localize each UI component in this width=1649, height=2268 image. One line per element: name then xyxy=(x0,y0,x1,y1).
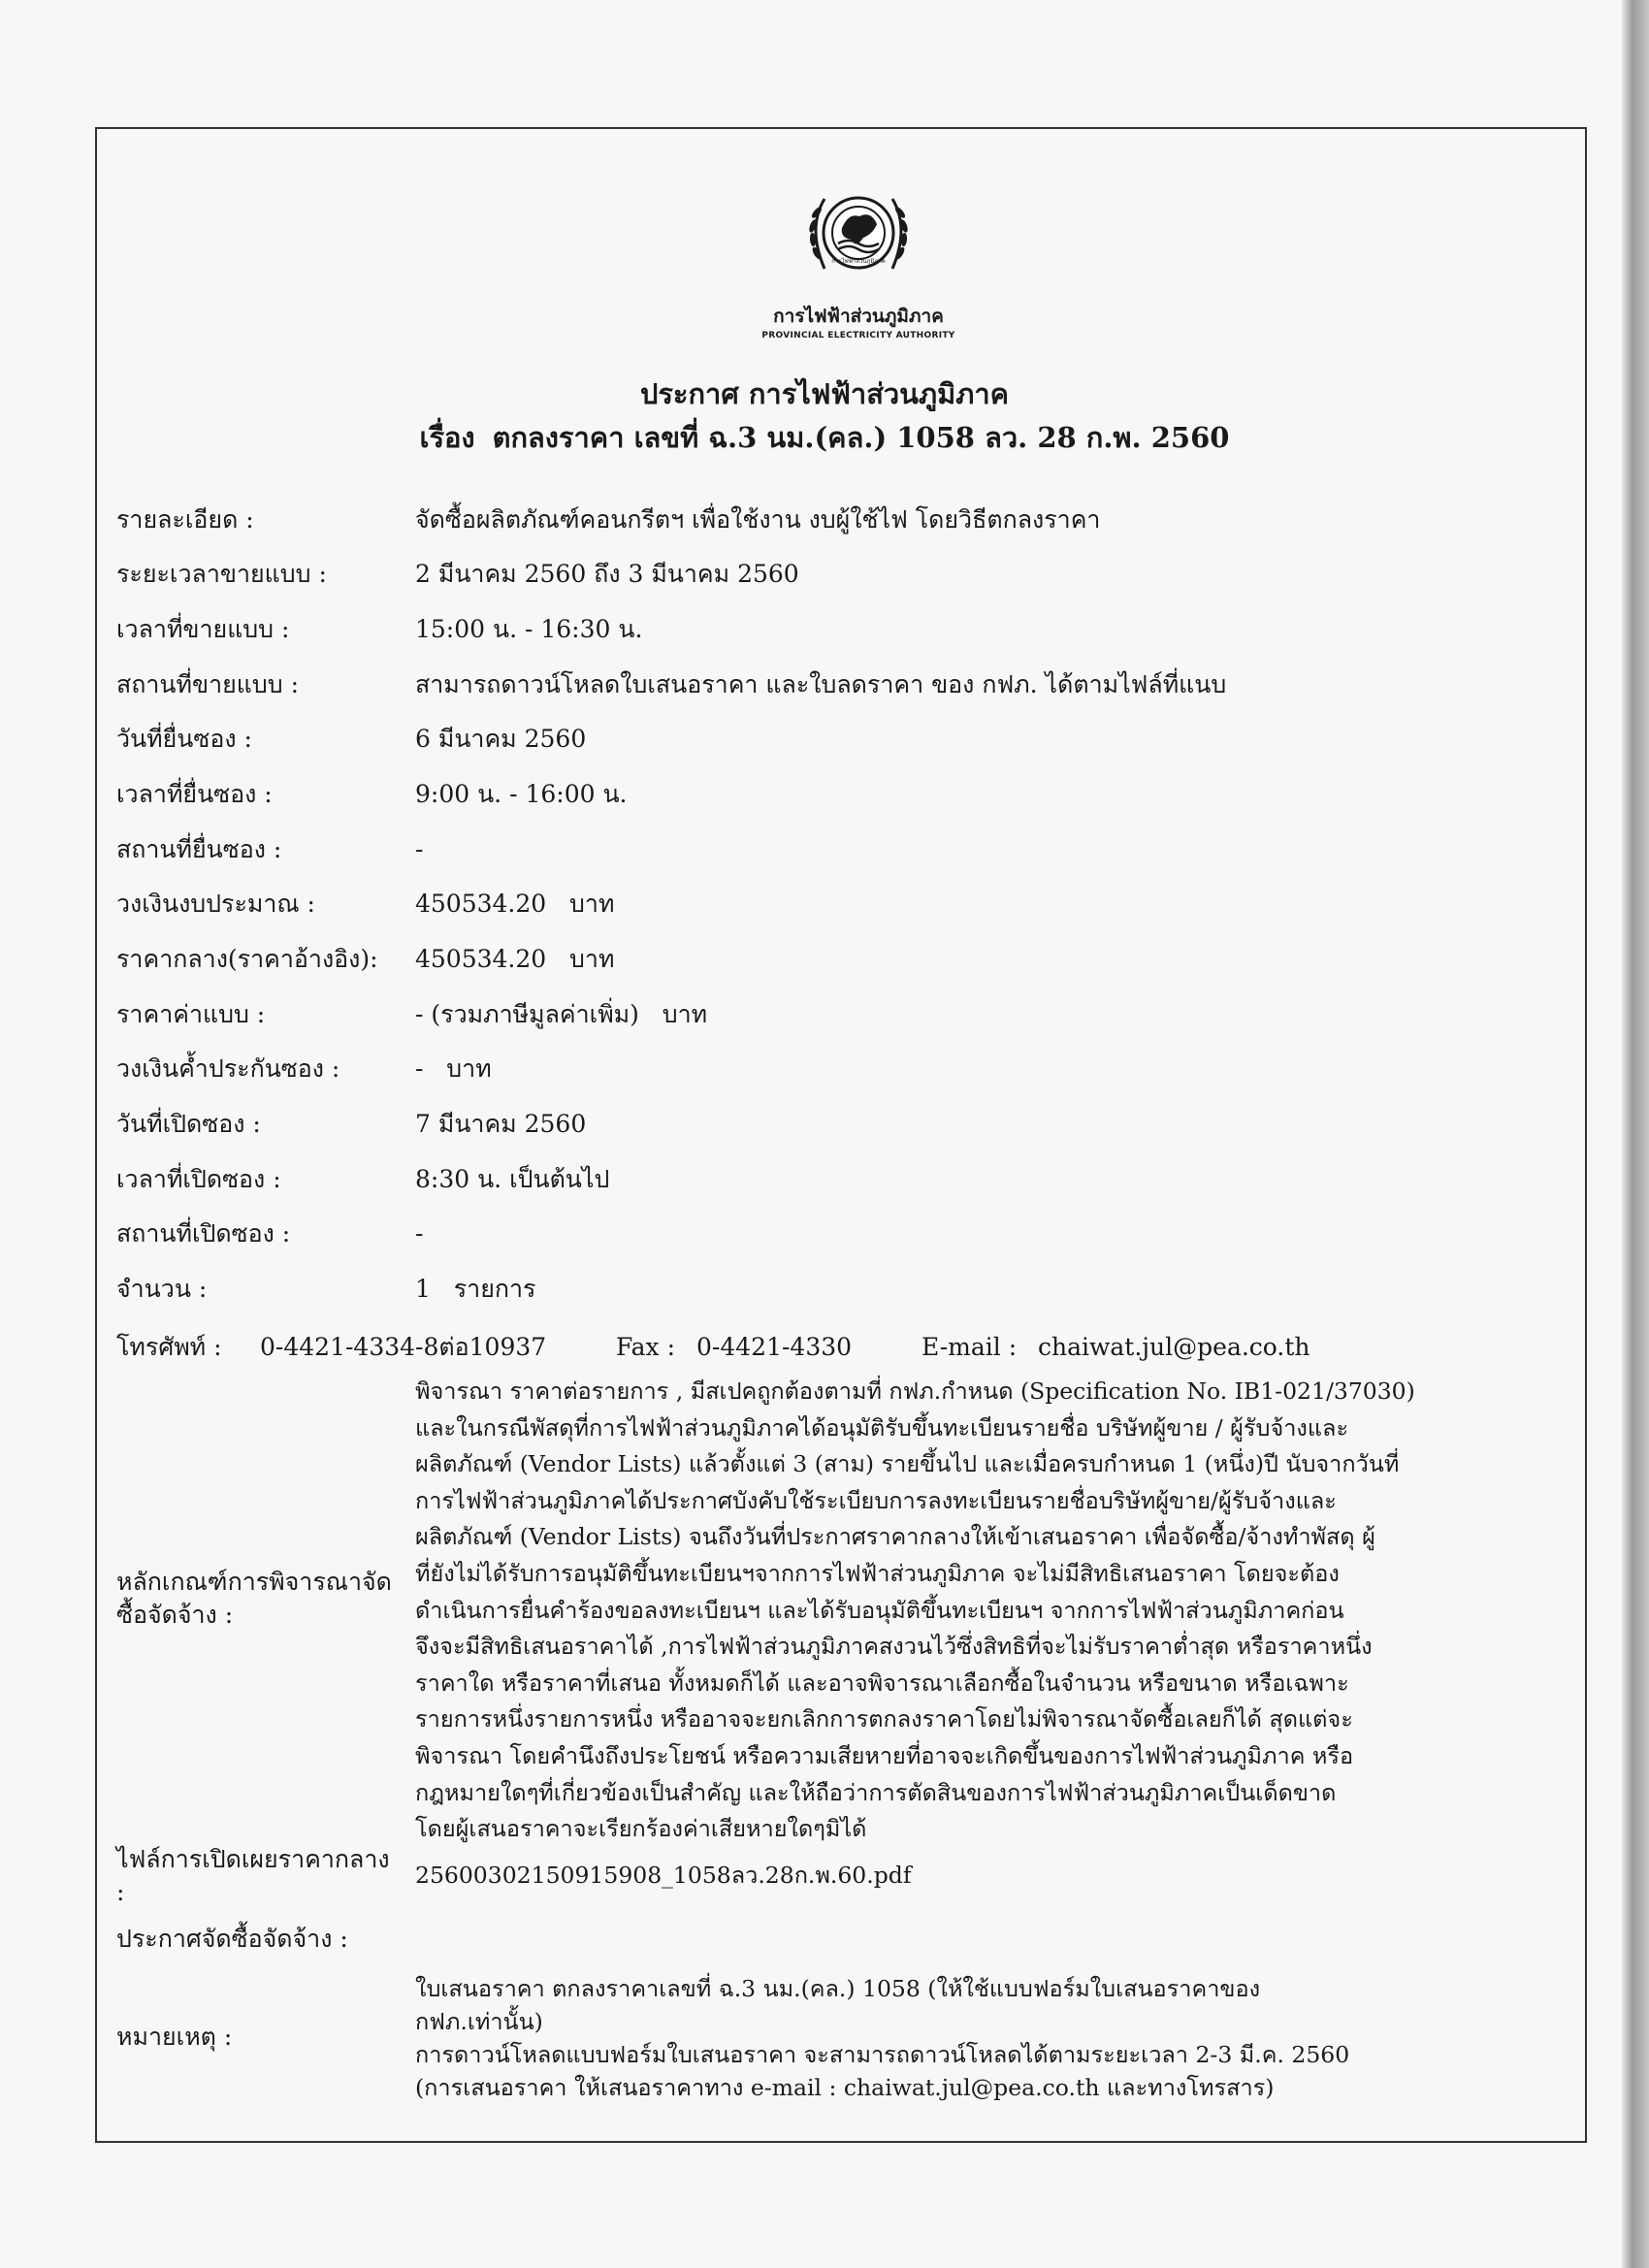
remarks-label: หมายเหตุ : xyxy=(116,2023,233,2051)
criteria-label: หลักเกณฑ์การพิจารณาจัด ซื้อจัดจ้าง : xyxy=(116,1568,392,1629)
announcement-subject xyxy=(0,415,1649,460)
field-value: 8:30 น. เป็นต้นไป xyxy=(415,1165,610,1193)
price-file-link[interactable]: 25600302150915908_1058ลว.28ก.พ.60.pdf xyxy=(415,1862,912,1889)
field-label: สถานที่ขายแบบ : xyxy=(116,670,300,698)
field-value: 9:00 น. - 16:00 น. xyxy=(415,780,628,808)
pea-logo xyxy=(694,179,1023,340)
field-value: จัดซื้อผลิตภัณฑ์คอนกรีตฯ เพื่อใช้งาน งบผู้ใช้ไฟ โดยวิธีตกลงราคา xyxy=(415,505,1101,534)
field-value: 2 มีนาคม 2560 ถึง 3 มีนาคม 2560 xyxy=(415,560,799,588)
org-name-thai: การไฟฟ้าส่วนภูมิภาค xyxy=(773,306,944,327)
field-label: ระยะเวลาขายแบบ : xyxy=(116,560,327,588)
phone-label: โทรศัพท์ : xyxy=(116,1333,222,1361)
field-label: วงเงินงบประมาณ : xyxy=(116,890,315,918)
criteria-line: โดยผู้เสนอราคาจะเรียกร้องค่าเสียหายใดๆมิได้ xyxy=(415,1815,867,1843)
criteria-line: และในกรณีพัสดุที่การไฟฟ้าส่วนภูมิภาคได้อนุมัติรับขึ้นทะเบียนรายชื่อ บริษัทผู้ขาย / ผู้รับจ้างและ xyxy=(415,1413,1349,1442)
criteria-line: กฎหมายใดๆที่เกี่ยวข้องเป็นสำคัญ และให้ถือว่าการตัดสินของการไฟฟ้าส่วนภูมิภาคเป็นเด็ดขาด xyxy=(415,1778,1337,1806)
field-value: 6 มีนาคม 2560 xyxy=(415,725,587,753)
field-label: ราคาค่าแบบ : xyxy=(116,1000,266,1028)
criteria-line: ดำเนินการยื่นคำร้องขอลงทะเบียนฯ และได้รับอนุมัติขึ้นทะเบียนฯ จากการไฟฟ้าส่วนภูมิภาคก่อน xyxy=(415,1596,1344,1624)
remarks-line: (การเสนอราคา ให้เสนอราคาทาง e-mail : chaiwat.jul@pea.co.th และทางโทรสาร) xyxy=(415,2074,1275,2101)
criteria-line: ผลิตภัณฑ์ (Vendor Lists) แล้วตั้งแต่ 3 (สาม) รายขึ้นไป และเมื่อครบกำหนด 1 (หนึ่ง)ปี นับจากวันที่ xyxy=(415,1450,1400,1478)
subject-label: เรื่อง xyxy=(419,421,475,454)
field-label: จำนวน : xyxy=(116,1275,208,1303)
price-file-label: ไฟล์การเปิดเผยราคากลาง : xyxy=(116,1845,390,1906)
field-label: สถานที่เปิดซอง : xyxy=(116,1219,291,1247)
remarks-line: กฟภ.เท่านั้น) xyxy=(415,2008,543,2035)
procurement-announcement-label: ประกาศจัดซื้อจัดจ้าง : xyxy=(116,1925,348,1953)
field-value: - xyxy=(415,1219,424,1247)
field-label: วันที่ยื่นซอง : xyxy=(116,725,252,753)
phone-value: 0-4421-4334-8ต่อ10937 xyxy=(260,1333,547,1361)
criteria-line: การไฟฟ้าส่วนภูมิภาคได้ประกาศบังคับใช้ระเบียบการลงทะเบียนรายชื่อบริษัทผู้ขาย/ผู้รับจ้างและ xyxy=(415,1486,1337,1514)
field-value: 7 มีนาคม 2560 xyxy=(415,1110,587,1138)
pea-seal-icon xyxy=(795,179,922,296)
field-value: 450534.20 บาท xyxy=(415,890,615,918)
announcement-title: ประกาศ การไฟฟ้าส่วนภูมิภาค xyxy=(639,377,1010,410)
field-value: 450534.20 บาท xyxy=(415,945,615,973)
field-label: ราคากลาง(ราคาอ้างอิง): xyxy=(116,945,378,973)
criteria-line: พิจารณา โดยคำนึงถึงประโยชน์ หรือความเสียหายที่อาจจะเกิดขึ้นของการไฟฟ้าส่วนภูมิภาค หรือ xyxy=(415,1741,1354,1769)
field-value: - xyxy=(415,835,424,863)
remarks-line: ใบเสนอราคา ตกลงราคาเลขที่ ฉ.3 นม.(คล.) 1058 (ให้ใช้แบบฟอร์มใบเสนอราคาของ xyxy=(415,1975,1261,2002)
criteria-text xyxy=(415,1374,1521,1848)
criteria-line: ผลิตภัณฑ์ (Vendor Lists) จนถึงวันที่ประกาศราคากลางให้เข้าเสนอราคา เพื่อจัดซื้อ/จ้างทำพัสดุ ผู้ xyxy=(415,1523,1375,1551)
field-value: 15:00 น. - 16:30 น. xyxy=(415,615,643,643)
criteria-line: ราคาใด หรือราคาที่เสนอ ทั้งหมดก็ได้ และอาจพิจารณาเลือกซื้อในจำนวน หรือขนาด หรือเฉพาะ xyxy=(415,1669,1349,1697)
criteria-line: รายการหนึ่งรายการหนึ่ง หรืออาจจะยกเลิกการตกลงราคาโดยไม่พิจารณาจัดซื้อเลยก็ได้ สุดแต่จะ xyxy=(415,1705,1353,1733)
field-value: - บาท xyxy=(415,1054,492,1083)
email-value[interactable]: chaiwat.jul@pea.co.th xyxy=(1038,1333,1310,1361)
field-label: เวลาที่ขายแบบ : xyxy=(116,615,290,643)
scan-edge xyxy=(1622,0,1649,2268)
criteria-line: ที่ยังไม่ได้รับการอนุมัติขึ้นทะเบียนฯจากการไฟฟ้าส่วนภูมิภาค จะไม่มีสิทธิเสนอราคา โดยจะต้อง xyxy=(415,1559,1340,1587)
field-value: 1 รายการ xyxy=(415,1275,536,1303)
field-label: วงเงินค้ำประกันซอง : xyxy=(116,1054,340,1083)
email-label: E-mail : xyxy=(922,1333,1018,1361)
fax-label: Fax : xyxy=(616,1333,676,1361)
field-value: สามารถดาวน์โหลดใบเสนอราคา และใบลดราคา ของ กฟภ. ได้ตามไฟล์ที่แนบ xyxy=(415,670,1227,698)
field-label: เวลาที่เปิดซอง : xyxy=(116,1165,281,1193)
criteria-line: จึงจะมีสิทธิเสนอราคาได้ ,การไฟฟ้าส่วนภูมิภาคสงวนไว้ซึ่งสิทธิที่จะไม่รับราคาต่ำสุด หรือราคาหนึ่ง xyxy=(415,1633,1373,1661)
org-name-english: PROVINCIAL ELECTRICITY AUTHORITY xyxy=(761,331,955,340)
field-value: - (รวมภาษีมูลค่าเพิ่ม) บาท xyxy=(415,1000,708,1028)
field-label: วันที่เปิดซอง : xyxy=(116,1110,261,1138)
fax-value: 0-4421-4330 xyxy=(696,1333,853,1361)
criteria-line: พิจารณา ราคาต่อรายการ , มีสเปคถูกต้องตามที่ กฟภ.กำหนด (Specification No. IB1-021/37030) xyxy=(415,1377,1415,1405)
field-label: เวลาที่ยื่นซอง : xyxy=(116,780,273,808)
field-label: รายละเอียด : xyxy=(116,505,254,534)
remarks-text xyxy=(415,1972,1349,2104)
field-label: สถานที่ยื่นซอง : xyxy=(116,835,282,863)
subject-text: ตกลงราคา เลขที่ ฉ.3 นม.(คล.) 1058 ลว. 28 ก.พ. 2560 xyxy=(492,421,1230,454)
svg-text:การไฟฟ้าส่วนภูมิภาค: การไฟฟ้าส่วนภูมิภาค xyxy=(831,258,886,265)
remarks-line: การดาวน์โหลดแบบฟอร์มใบเสนอราคา จะสามารถดาวน์โหลดได้ตามระยะเวลา 2-3 มี.ค. 2560 xyxy=(415,2041,1350,2068)
